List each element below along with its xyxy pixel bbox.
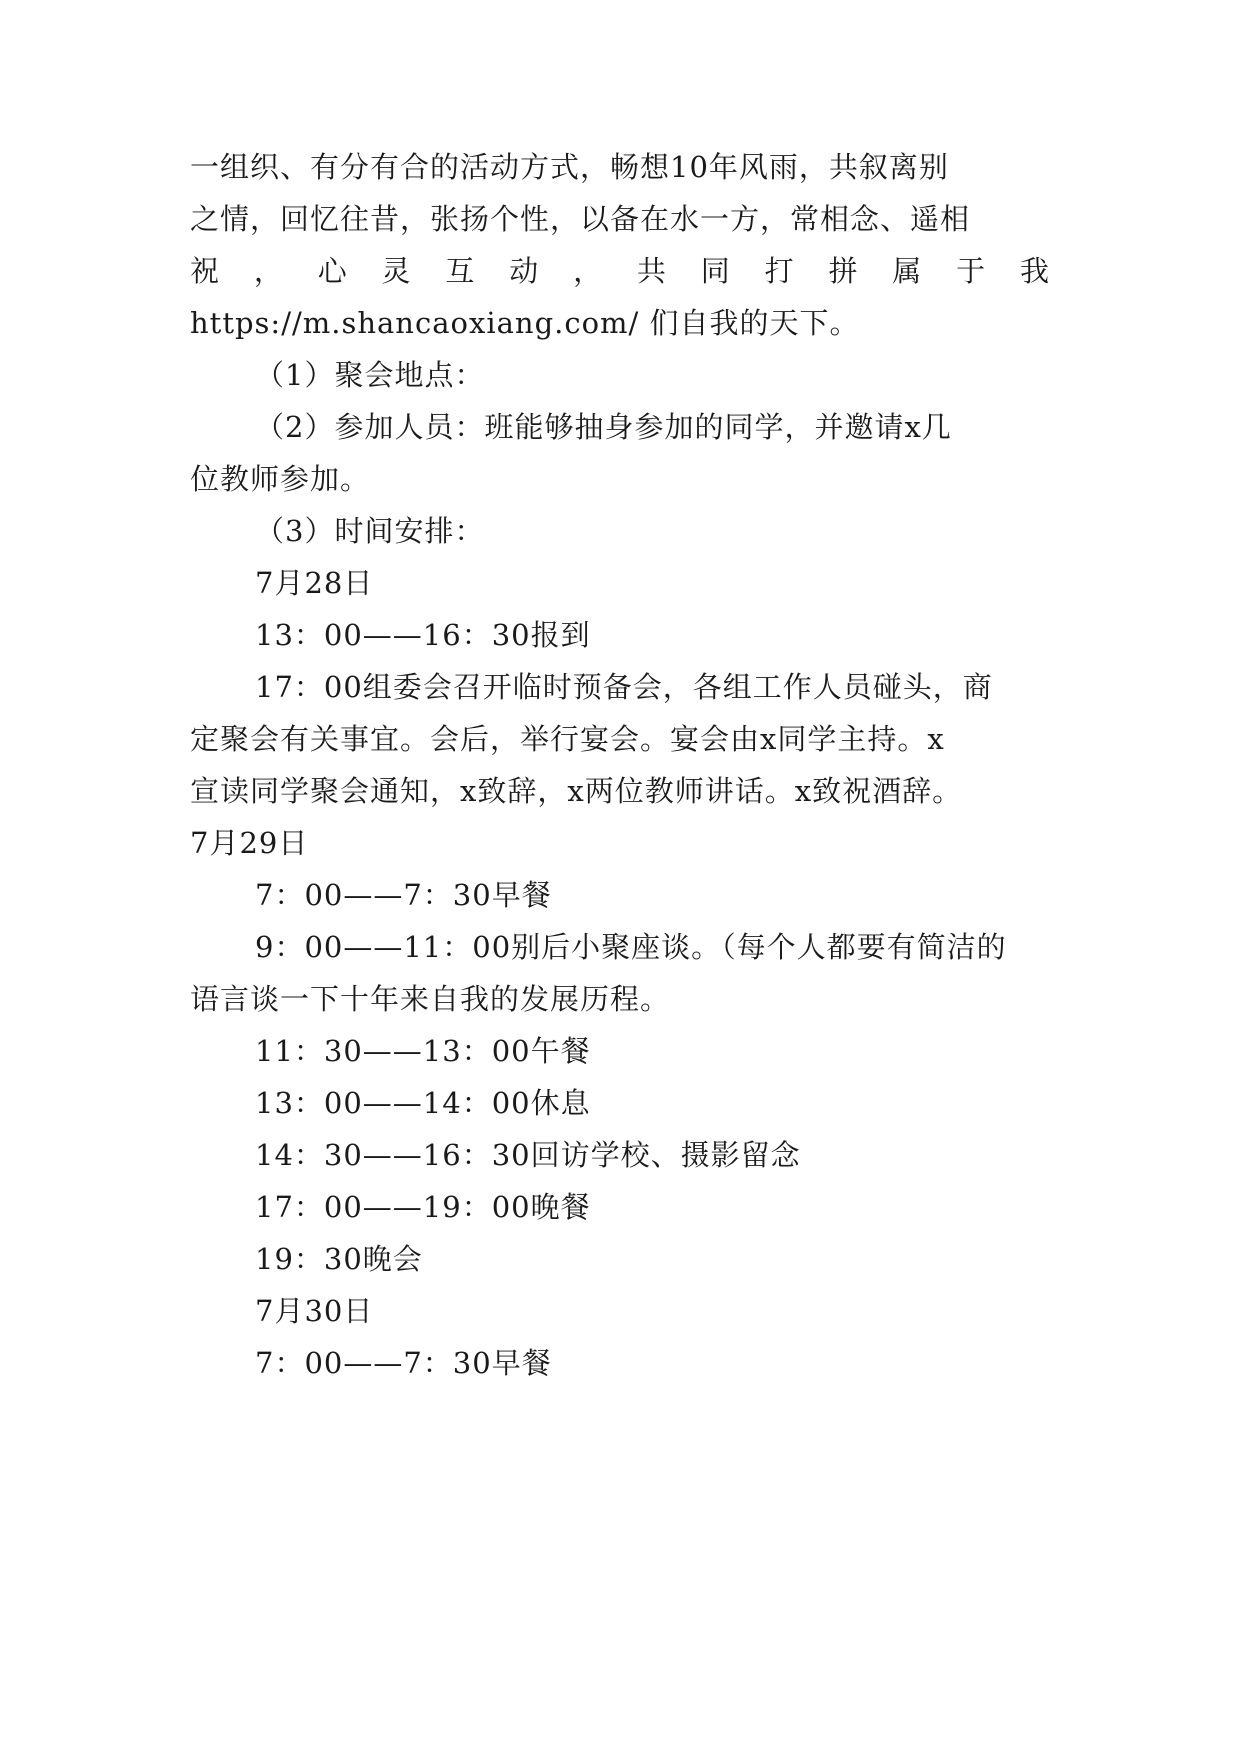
text-char: 灵 xyxy=(381,254,412,288)
text-line-9: 7月28日 xyxy=(255,566,374,600)
text-line-16: 9：00——11：00别后小聚座谈。（每个人都要有简洁的 xyxy=(255,930,1007,964)
text-char: 打 xyxy=(764,254,795,288)
text-line-13: 宣读同学聚会通知，x致辞，x两位教师讲话。x致祝酒辞。 xyxy=(190,774,963,808)
text-char: 于 xyxy=(956,254,987,288)
text-line-7: 位教师参加。 xyxy=(190,462,371,496)
text-char: 共 xyxy=(636,254,667,288)
text-line-10: 13：00——16：30报到 xyxy=(255,618,591,652)
text-char: ， xyxy=(253,254,284,288)
text-line-2: 之情，回忆往昔，张扬个性，以备在水一方，常相念、遥相 xyxy=(190,202,971,236)
text-char: 心 xyxy=(317,254,348,288)
text-char: 互 xyxy=(445,254,476,288)
text-char: 祝 xyxy=(190,254,221,288)
text-line-4: https://m.shancaoxiang.com/ 们自我的天下。 xyxy=(190,306,860,340)
text-char: 属 xyxy=(892,254,923,288)
text-line-15: 7：00——7：30早餐 xyxy=(255,878,552,912)
text-line-19: 13：00——14：00休息 xyxy=(255,1086,591,1120)
text-line-8: （3）时间安排： xyxy=(255,514,485,548)
text-line-23: 7月30日 xyxy=(255,1294,374,1328)
text-line-24: 7：00——7：30早餐 xyxy=(255,1346,552,1380)
text-line-21: 17：00——19：00晚餐 xyxy=(255,1190,591,1224)
text-line-20: 14：30——16：30回访学校、摄影留念 xyxy=(255,1138,801,1172)
text-line-5: （1）聚会地点： xyxy=(255,358,485,392)
text-line-1: 一组织、有分有合的活动方式，畅想10年风雨，共叙离别 xyxy=(190,150,949,184)
text-line-3 xyxy=(190,251,1050,291)
text-line-11: 17：00组委会召开临时预备会，各组工作人员碰头，商 xyxy=(255,670,993,704)
text-line-17: 语言谈一下十年来自我的发展历程。 xyxy=(190,982,671,1016)
text-line-22: 19：30晚会 xyxy=(255,1242,423,1276)
text-char: 同 xyxy=(700,254,731,288)
text-char: 我 xyxy=(1019,254,1050,288)
text-char: 动 xyxy=(509,254,540,288)
text-line-14: 7月29日 xyxy=(190,826,309,860)
text-char: 拼 xyxy=(828,254,859,288)
text-line-12: 定聚会有关事宜。会后，举行宴会。宴会由x同学主持。x xyxy=(190,722,945,756)
text-line-18: 11：30——13：00午餐 xyxy=(255,1034,591,1068)
text-line-6: （2）参加人员：班能够抽身参加的同学，并邀请x几 xyxy=(255,410,952,444)
text-char: ， xyxy=(573,254,604,288)
